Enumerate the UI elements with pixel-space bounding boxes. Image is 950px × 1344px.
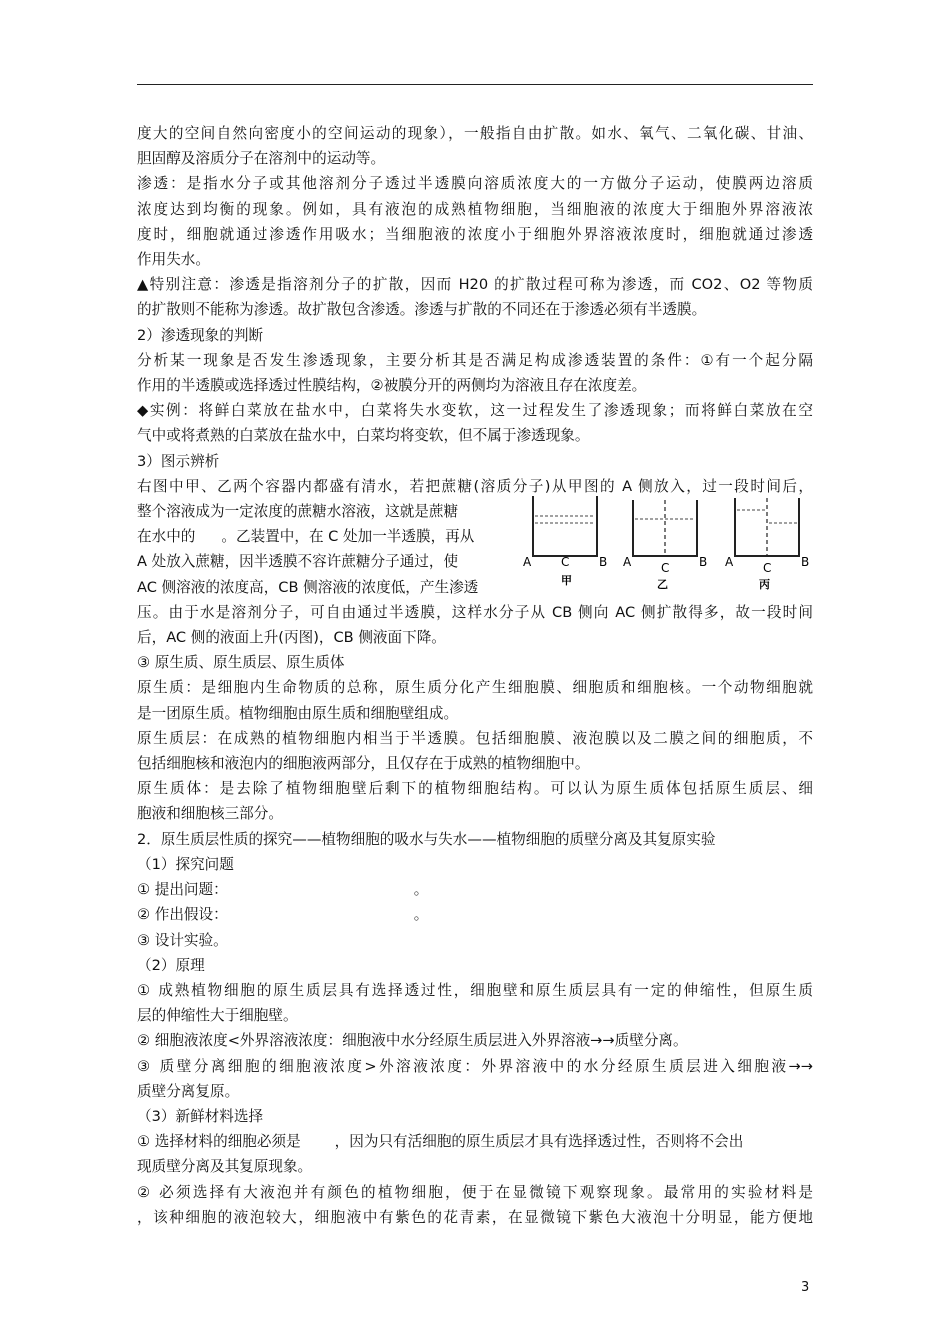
text-fragment: 。	[413, 881, 429, 899]
text-line: 浓度达到均衡的现象。例如，具有液泡的成熟植物细胞，当细胞液的浓度大于细胞外界溶液浓	[137, 200, 813, 218]
label-c: C	[561, 555, 570, 569]
label-b: B	[699, 555, 708, 569]
text-line: 气中或将煮熟的白菜放在盐水中，白菜均将变软，但不属于渗透现象。	[137, 427, 590, 445]
text-line: 包括细胞核和液泡内的细胞液两部分，且仅存在于成熟的植物细胞中。	[137, 755, 590, 773]
text-line: 压。由于水是溶剂分子，可自由通过半透膜，这样水分子从 CB 侧向 AC 侧扩散得多，故一段时间	[137, 603, 813, 621]
text-line: 的扩散则不能称为渗透。故扩散包含渗透。渗透与扩散的不同还在于渗透必须有半透膜。	[137, 301, 707, 319]
text-line	[137, 877, 813, 902]
text-line: 分析某一现象是否发生渗透现象，主要分析其是否满足构成渗透装置的条件：①有一个起分隔	[137, 351, 813, 369]
text-line: 整个溶液成为一定浓度的蔗糖水溶液，这就是蔗糖	[137, 503, 459, 521]
section-heading: 2）渗透现象的判断	[137, 326, 264, 344]
text-line: 作用失水。	[137, 251, 210, 269]
label-b: B	[801, 555, 810, 569]
text-line: 是一团原生质。植物细胞由原生质和细胞壁组成。	[137, 704, 459, 722]
text-line: 层的伸缩性大于细胞壁。	[137, 1007, 298, 1025]
text-line: ，该种细胞的液泡较大，细胞液中有紫色的花青素，在显微镜下紫色大液泡十分明显，能方便地	[137, 1208, 813, 1226]
text-line: 胞液和细胞核三部分。	[137, 805, 283, 823]
section-heading: 2．原生质层性质的探究——植物细胞的吸水与失水——植物细胞的质壁分离及其复原实验	[137, 830, 716, 848]
text-fragment: 。乙装置中，在 C 处加一半透膜，再从	[221, 528, 475, 546]
text-line	[137, 902, 813, 927]
text-line: 作用的半透膜或选择透过性膜结构，②被膜分开的两侧均为溶液且存在浓度差。	[137, 377, 647, 395]
label-a: A	[623, 555, 632, 569]
page-number: 3	[801, 1280, 810, 1295]
text-fragment: ① 选择材料的细胞必须是	[137, 1133, 301, 1151]
text-fragment: ② 作出假设：	[137, 906, 228, 924]
label-c: C	[763, 561, 772, 575]
text-line: ② 必须选择有大液泡并有颜色的植物细胞，便于在显微镜下观察现象。最常用的实验材料是	[137, 1183, 813, 1201]
container-outline	[533, 496, 597, 556]
text-line: 渗透：是指水分子或其他溶剂分子透过半透膜向溶质浓度大的一方做分子运动，使膜两边溶质	[137, 175, 813, 193]
text-line: 度大的空间自然向密度小的空间运动的现象），一般指自由扩散。如水、氧气、二氧化碳、甘油、	[137, 125, 813, 142]
text-line: 后，AC 侧的液面上升(丙图)，CB 侧液面下降。	[137, 629, 446, 647]
header-rule	[137, 84, 813, 85]
text-line: 质壁分离复原。	[137, 1082, 240, 1100]
text-line: 度时，细胞就通过渗透作用吸水；当细胞液的浓度小于细胞外界溶液浓度时，细胞就通过渗透	[137, 225, 813, 243]
text-line: 原生质体：是去除了植物细胞壁后剩下的植物细胞结构。可以认为原生质体包括原生质层、细	[137, 780, 813, 798]
text-line: ③ 设计实验。	[137, 931, 228, 949]
subsection-heading: （1）探究问题	[137, 855, 234, 873]
label-a: A	[725, 555, 734, 569]
text-line: AC 侧溶液的浓度高，CB 侧溶液的浓度低，产生渗透	[137, 578, 479, 596]
body-text	[137, 121, 813, 1230]
text-line: 现质壁分离及其复原现象。	[137, 1158, 313, 1176]
text-line: ▲特别注意：渗透是指溶剂分子的扩散，因而 H20 的扩散过程可称为渗透，而 CO2、O2 等物质	[137, 276, 813, 294]
caption-yi: 乙	[657, 578, 668, 591]
text-line: ◆实例：将鲜白菜放在盐水中，白菜将失水变软，这一过程发生了渗透现象；而将鲜白菜放在空	[137, 402, 813, 420]
text-line: ① 成熟植物细胞的原生质层具有选择透过性，细胞壁和原生质层具有一定的伸缩性，但原生质	[137, 981, 813, 999]
text-line: 原生质：是细胞内生命物质的总称，原生质分化产生细胞膜、细胞质和细胞核。一个动物细胞就	[137, 679, 813, 697]
container-yi	[623, 500, 707, 591]
text-fragment: 。	[413, 906, 429, 924]
osmosis-diagram	[517, 492, 813, 592]
caption-jia: 甲	[561, 574, 572, 587]
text-line: 原生质层：在成熟的植物细胞内相当于半透膜。包括细胞膜、液泡膜以及二膜之间的细胞质，不	[137, 729, 813, 747]
text-fragment: 在水中的	[137, 528, 196, 546]
text-line: 胆固醇及溶质分子在溶剂中的运动等。	[137, 150, 386, 168]
text-fragment: ① 提出问题：	[137, 881, 228, 899]
text-fragment: ，因为只有活细胞的原生质层才具有选择透过性，否则将不会出	[334, 1133, 744, 1151]
section-heading: ③ 原生质、原生质层、原生质体	[137, 654, 345, 672]
container-bing	[725, 498, 809, 591]
caption-bing: 丙	[759, 578, 770, 591]
subsection-heading: （3）新鲜材料选择	[137, 1107, 264, 1125]
container-jia	[523, 496, 607, 587]
label-c: C	[661, 561, 670, 575]
text-line	[137, 1129, 813, 1154]
section-heading: 3）图示辨析	[137, 452, 220, 470]
text-line: ③ 质壁分离细胞的细胞液浓度>外溶液浓度：外界溶液中的水分经原生质层进入细胞液→→	[137, 1057, 813, 1075]
subsection-heading: （2）原理	[137, 956, 205, 974]
text-line: ② 细胞液浓度<外界溶液浓度：细胞液中水分经原生质层进入外界溶液→→质壁分离。	[137, 1032, 688, 1050]
label-a: A	[523, 555, 532, 569]
text-line: A 处放入蔗糖，因半透膜不容许蔗糖分子通过，使	[137, 553, 459, 571]
label-b: B	[599, 555, 608, 569]
text-line: 右图中甲、乙两个容器内都盛有清水，若把蔗糖(溶质分子)从甲图的 A 侧放入，过一段时间后，	[137, 477, 813, 495]
osmosis-figure	[517, 492, 813, 592]
